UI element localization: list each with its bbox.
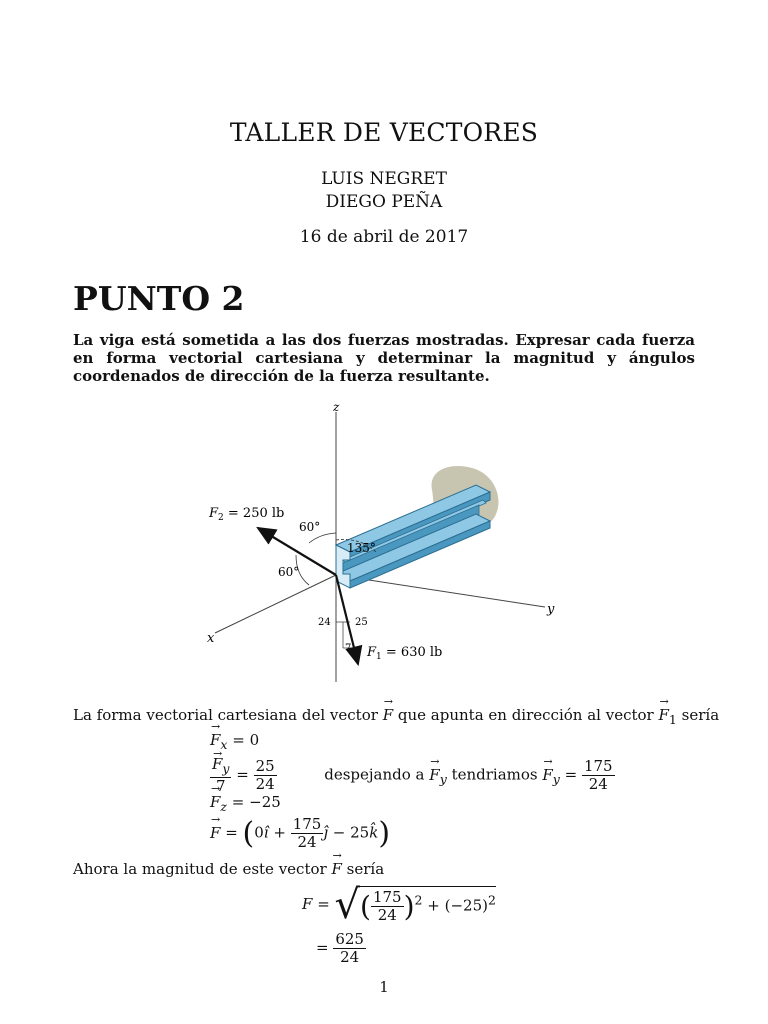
equation-magnitude: F = √( $\frac{175}{24}$ )$^2 + (-25)^2$	[302, 882, 496, 928]
page-number: 1	[379, 978, 389, 996]
intro-sentence: La forma vectorial cartesiana del vector → F que apunta en dirección al vector → $F_1$ sería	[73, 706, 719, 727]
y-axis-label: y	[547, 602, 555, 617]
beam-force-figure	[190, 395, 570, 685]
dim-label-7: 7	[345, 643, 352, 654]
section-heading: PUNTO 2	[73, 279, 245, 318]
equation-fz: → $F_z = -25$	[210, 793, 281, 814]
problem-statement: La viga está sometida a las dos fuerzas mostradas. Expresar cada fuerza en forma vectorial cartesiana y determinar la magnitud y ángulos coordenados de dirección de la fuerza resultante.	[73, 331, 695, 385]
equation-fy: → $\frac{F_y}{7}$ = $\frac{25}{24}$ despejando $a \to F_y$ tendriamos → $F_y$ = $\frac{175}{24}$	[210, 756, 615, 795]
equation-magnitude-result: = $\frac{625}{24}$	[316, 930, 364, 966]
angle-arc-60-top	[309, 533, 336, 543]
author-name: LUIS NEGRET	[321, 169, 447, 189]
author-name: DIEGO PEÑA	[325, 192, 443, 212]
angle-label-60-left: 60°	[278, 565, 300, 579]
equation-vector: → F = (0î + $\frac{175}{24}$ ĵ − 25k̂)	[210, 816, 390, 851]
x-axis-label: x	[207, 631, 215, 646]
dim-label-25: 25	[355, 617, 368, 628]
z-axis-label: z	[333, 400, 340, 414]
dim-label-24: 24	[318, 617, 331, 628]
document-title: TALLER DE VECTORES	[229, 118, 539, 147]
magnitude-intro: Ahora la magnitud de este vector → F sería	[73, 860, 384, 878]
document-date: 16 de abril de 2017	[299, 227, 469, 247]
f1-label: $F_1 = 630$ lb	[367, 645, 443, 662]
i-beam	[336, 485, 490, 588]
angle-label-60-top: 60°	[299, 520, 321, 534]
angle-label-135: 135°	[347, 541, 376, 555]
f2-label: $F_2 = 250$ lb	[209, 506, 285, 523]
equation-fx: → $F_x = 0$	[210, 731, 259, 752]
